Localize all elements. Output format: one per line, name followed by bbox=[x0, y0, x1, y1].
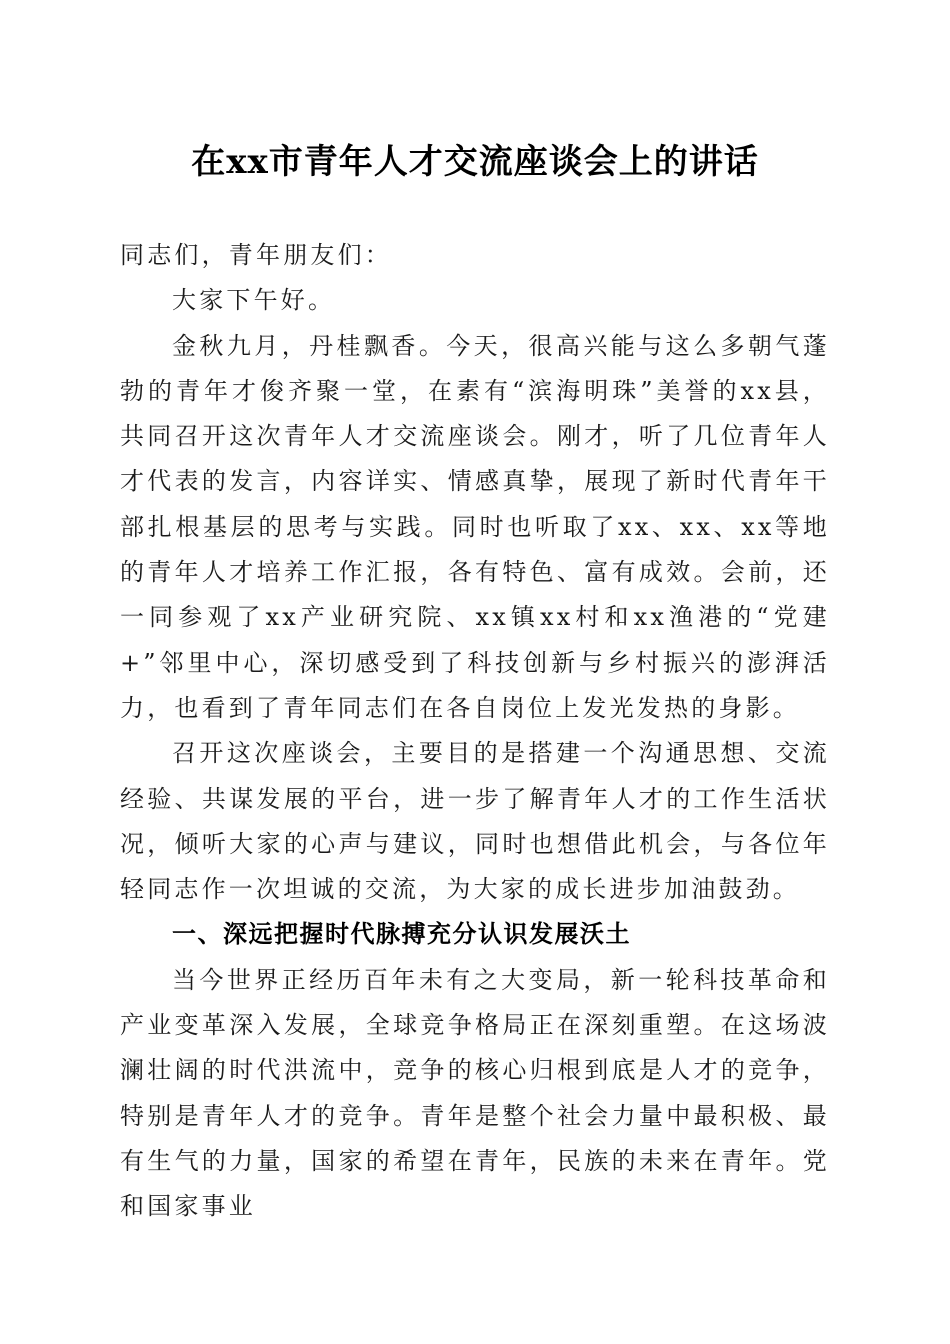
paragraph-opening: 金秋九月，丹桂飘香。今天，很高兴能与这么多朝气蓬勃的青年才俊齐聚一堂，在素有“滨海明珠”美誉的xx县，共同召开这次青年人才交流座谈会。刚才，听了几位青年人才代表的发言，内容详实、情感真挚，展现了新时代青年干部扎根基层的思考与实践。同时也听取了xx、xx、xx等地的青年人才培养工作汇报，各有特色、富有成效。会前，还一同参观了xx产业研究院、xx镇xx村和xx渔港的“党建+”邻里中心，深切感受到了科技创新与乡村振兴的澎湃活力，也看到了青年同志们在各自岗位上发光发热的身影。 bbox=[120, 331, 830, 722]
document-title: 在xx市青年人才交流座谈会上的讲话 bbox=[191, 142, 759, 182]
greeting: 大家下午好。 bbox=[172, 286, 336, 315]
salutation: 同志们，青年朋友们： bbox=[120, 241, 392, 269]
section-heading: 一、深远把握时代脉搏充分认识发展沃土 bbox=[172, 920, 631, 949]
document-body bbox=[120, 233, 830, 1230]
paragraph-purpose: 召开这次座谈会，主要目的是搭建一个沟通思想、交流经验、共谋发展的平台，进一步了解青年人才的工作生活状况，倾听大家的心声与建议，同时也想借此机会，与各位年轻同志作一次坦诚的交流，为大家的成长进步加油鼓劲。 bbox=[120, 739, 830, 904]
section-paragraph: 当今世界正经历百年未有之大变局，新一轮科技革命和产业变革深入发展，全球竞争格局正在深刻重塑。在这场波澜壮阔的时代洪流中，竞争的核心归根到底是人才的竞争，特别是青年人才的竞争。青年是整个社会力量中最积极、最有生气的力量，国家的希望在青年，民族的未来在青年。党和国家事业 bbox=[120, 965, 830, 1221]
